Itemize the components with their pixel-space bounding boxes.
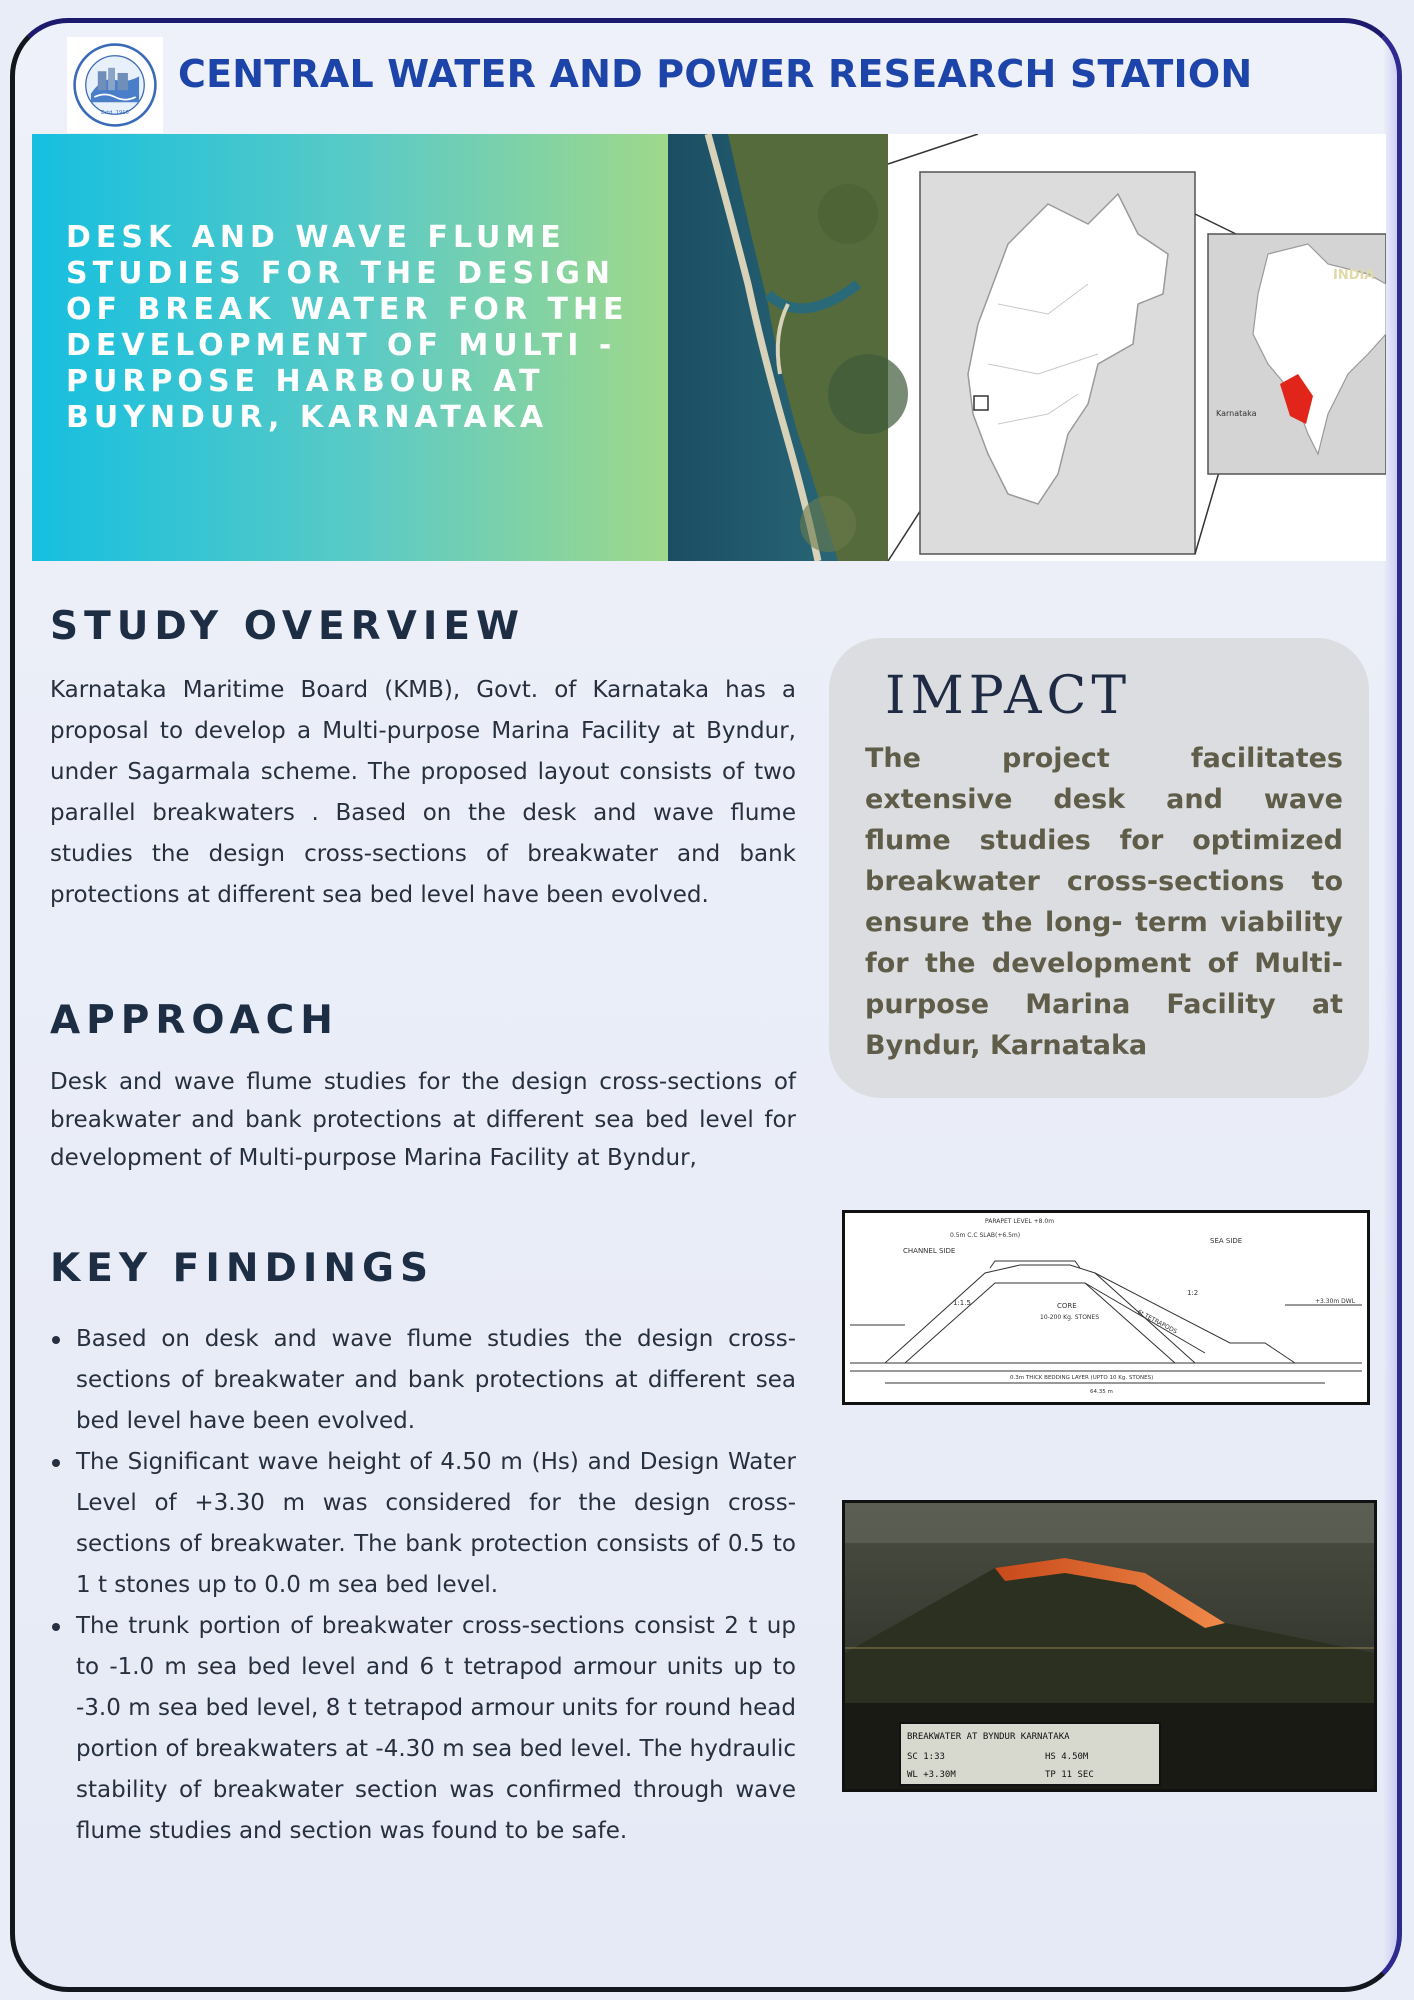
poster-title: DESK AND WAVE FLUME STUDIES FOR THE DESIGN OF BREAK WATER FOR THE DEVELOPMENT OF MULTI - PURPOSE HARBOUR AT BUYNDUR, KARNATAKA [66, 220, 629, 435]
plate-tp: TP 11 SEC [1045, 1770, 1094, 1780]
plate-wl: WL +3.30M [907, 1770, 956, 1780]
core-stones-label: 10-200 Kg. STONES [1040, 1314, 1100, 1321]
finding-item: The Significant wave height of 4.50 m (Hs) and Design Water Level of +3.30 m was considered for the design cross-sections of breakwater. The bank protection consists of 0.5 to 1 t stones up to 0.0 m sea bed level. [50, 1442, 796, 1606]
plate-sc: SC 1:33 [907, 1752, 945, 1762]
impact-card [829, 638, 1369, 1098]
dwl-label: +3.30m DWL [1315, 1298, 1356, 1305]
cross-section-drawing [845, 1213, 1367, 1402]
parapet-label: PARAPET LEVEL +8.0m [985, 1218, 1055, 1225]
impact-heading: IMPACT [885, 666, 1132, 726]
sea-side-label: SEA SIDE [1210, 1237, 1243, 1245]
india-label: INDIA [1333, 268, 1375, 283]
location-map [668, 134, 1386, 561]
channel-side-label: CHANNEL SIDE [903, 1247, 956, 1255]
slab-label: 0.5m C.C SLAB(+6.5m) [950, 1232, 1021, 1239]
plate-title: BREAKWATER AT BYNDUR KARNATAKA [907, 1732, 1070, 1742]
study-overview-text: Karnataka Maritime Board (KMB), Govt. of Karnataka has a proposal to develop a Multi-purpose Marina Facility at Byndur, under Sagarmala scheme. The proposed layout consists of two parallel breakwaters . Based on the desk and wave flume studies the design cross-sections of breakwater and bank protections at different sea bed level have been evolved. [50, 677, 796, 908]
wave-flume-photo [842, 1500, 1377, 1792]
finding-item: Based on desk and wave flume studies the design cross-sections of breakwater and bank protections at different sea bed level have been evolved. [50, 1319, 796, 1442]
key-findings-heading: KEY FINDINGS [50, 1246, 435, 1291]
karnataka-label: Karnataka [1216, 409, 1257, 418]
study-overview-heading: STUDY OVERVIEW [50, 604, 526, 649]
cwprs-logo [67, 37, 163, 133]
plate-hs: HS 4.50M [1045, 1752, 1089, 1762]
approach-text: Desk and wave flume studies for the design cross-sections of breakwater and bank protections at different sea bed level for development of Multi-purpose Marina Facility at Byndur, [50, 1069, 796, 1171]
breakwater-cross-section [842, 1210, 1370, 1405]
approach-heading: APPROACH [50, 998, 339, 1043]
bedding-label: 0.3m THICK BEDDING LAYER (UPTO 10 Kg. STONES) [1010, 1375, 1154, 1381]
tetrapods-label: 6t TETRAPODS [1136, 1308, 1179, 1336]
org-title: CENTRAL WATER AND POWER RESEARCH STATION [178, 52, 1253, 96]
logo-emblem-icon [72, 42, 158, 128]
base-width-label: 64.35 m [1090, 1389, 1113, 1395]
key-findings-list [50, 1319, 796, 1852]
slope-channel-label: 1:1.5 [953, 1299, 971, 1307]
finding-item: The trunk portion of breakwater cross-sections consist 2 t up to -1.0 m sea bed level and 6 t tetrapod armour units up to -3.0 m sea bed level, 8 t tetrapod armour units for round head portion of breakwaters at -4.30 m sea bed level. The hydraulic stability of breakwater section was confirmed through wave flume studies and section was found to be safe. [50, 1606, 796, 1852]
wave-flume-photo-graphic [845, 1503, 1374, 1789]
svg-text:Estd. 1916: Estd. 1916 [101, 110, 129, 117]
core-label: CORE [1057, 1302, 1077, 1310]
impact-text: The project facilitates extensive desk and wave flume studies for optimized breakwater cross-sections to ensure the long- term viability for the development of Multi-purpose Marina Facility at Byndur, Karnataka [865, 743, 1343, 1061]
location-map-graphic [668, 134, 1386, 561]
slope-sea-label: 1:2 [1187, 1289, 1199, 1297]
